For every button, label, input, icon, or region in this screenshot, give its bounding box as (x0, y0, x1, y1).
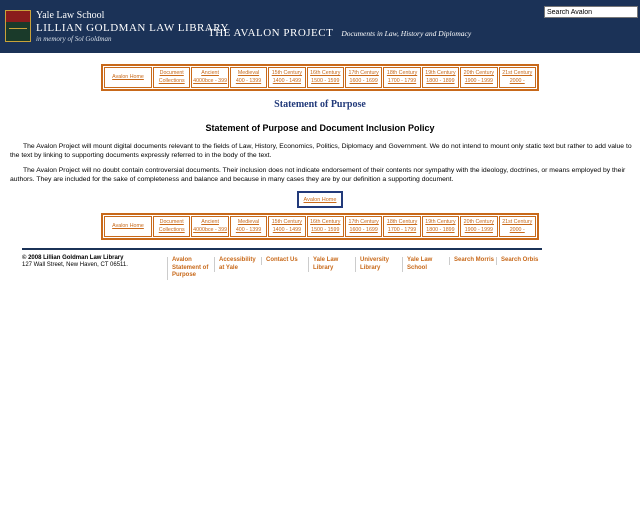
nav-19th-century[interactable]: 19th Century 1800 - 1899 (422, 67, 459, 88)
search-input[interactable] (544, 6, 638, 18)
memorial-line: in memory of Sol Goldman (36, 35, 112, 43)
nav-ancient[interactable]: Ancient 4000bce - 399 (191, 67, 228, 88)
footer-link-search-orbis[interactable]: Search Orbis (496, 257, 538, 265)
nav-document-collections[interactable]: Document Collections (153, 216, 190, 237)
school-name: Yale Law School (36, 10, 105, 21)
page-title: Statement of Purpose (274, 99, 366, 110)
nav-21st-century[interactable]: 21st Century 2000 - (499, 216, 536, 237)
nav-15th-century[interactable]: 15th Century 1400 - 1499 (268, 67, 305, 88)
footer-link-search-morris[interactable]: Search Morris (449, 257, 494, 265)
nav-avalon-home[interactable]: Avalon Home (104, 67, 152, 88)
footer-divider (22, 248, 542, 250)
nav-medieval[interactable]: Medieval 400 - 1399 (230, 216, 267, 237)
project-title[interactable] (208, 23, 471, 41)
nav-avalon-home[interactable]: Avalon Home (104, 216, 152, 237)
footer-link-yale-law-library[interactable]: Yale Law Library (308, 257, 338, 272)
nav-21st-century[interactable]: 21st Century 2000 - (499, 67, 536, 88)
nav-document-collections[interactable]: Document Collections (153, 67, 190, 88)
yale-shield-icon (5, 10, 31, 42)
project-tagline: Documents in Law, History and Diplomacy (341, 29, 472, 38)
avalon-home-button[interactable]: Avalon Home (297, 191, 343, 208)
inclusion-paragraph: The Avalon Project will no doubt contain controversial documents. Their inclusion does not indicate endorsement of their contents nor sympathy with the ideology, doctrines, or means employed by their authors. They are included for the sake of completeness and balance and because in many cases they are by our definition a supporting document. (10, 167, 626, 183)
nav-16th-century[interactable]: 16th Century 1500 - 1599 (307, 67, 344, 88)
nav-17th-century[interactable]: 17th Century 1600 - 1699 (345, 67, 382, 88)
library-name: LILLIAN GOLDMAN LAW LIBRARY (36, 22, 229, 34)
project-name: THE AVALON PROJECT (208, 27, 334, 39)
nav-17th-century[interactable]: 17th Century 1600 - 1699 (345, 216, 382, 237)
footer-link-yale-law-school[interactable]: Yale Law School (402, 257, 432, 272)
page-subtitle: Statement of Purpose and Document Inclusion Policy (205, 123, 435, 133)
nav-16th-century[interactable]: 16th Century 1500 - 1599 (307, 216, 344, 237)
nav-20th-century[interactable]: 20th Century 1900 - 1999 (460, 67, 497, 88)
site-banner (0, 0, 640, 53)
footer-copyright-block (22, 255, 128, 269)
footer-link-contact-us[interactable]: Contact Us (261, 257, 298, 265)
nav-20th-century[interactable]: 20th Century 1900 - 1999 (460, 216, 497, 237)
nav-19th-century[interactable]: 19th Century 1800 - 1899 (422, 216, 459, 237)
nav-18th-century[interactable]: 18th Century 1700 - 1799 (383, 67, 420, 88)
footer-link-statement-of-purpose[interactable]: Avalon Statement of Purpose (167, 257, 208, 280)
century-nav-bottom (101, 213, 539, 240)
nav-15th-century[interactable]: 15th Century 1400 - 1499 (268, 216, 305, 237)
library-logo[interactable] (36, 11, 229, 43)
footer-link-accessibility[interactable]: Accessibility at Yale (214, 257, 256, 272)
nav-medieval[interactable]: Medieval 400 - 1399 (230, 67, 267, 88)
footer-link-university-library[interactable]: University Library (355, 257, 389, 272)
purpose-paragraph: The Avalon Project will mount digital documents relevant to the fields of Law, History, Economics, Politics, Diplomacy and Government. We do not intend to mount only static text but rather to add value to the text by linking to supporting documents expressly referred to in the body of the text. (10, 143, 632, 159)
century-nav-top (101, 64, 539, 91)
copyright-text: © 2008 Lillian Goldman Law Library (22, 255, 124, 261)
address-text: 127 Wall Street, New Haven, CT 06511. (22, 262, 128, 269)
nav-18th-century[interactable]: 18th Century 1700 - 1799 (383, 216, 420, 237)
nav-ancient[interactable]: Ancient 4000bce - 399 (191, 216, 228, 237)
